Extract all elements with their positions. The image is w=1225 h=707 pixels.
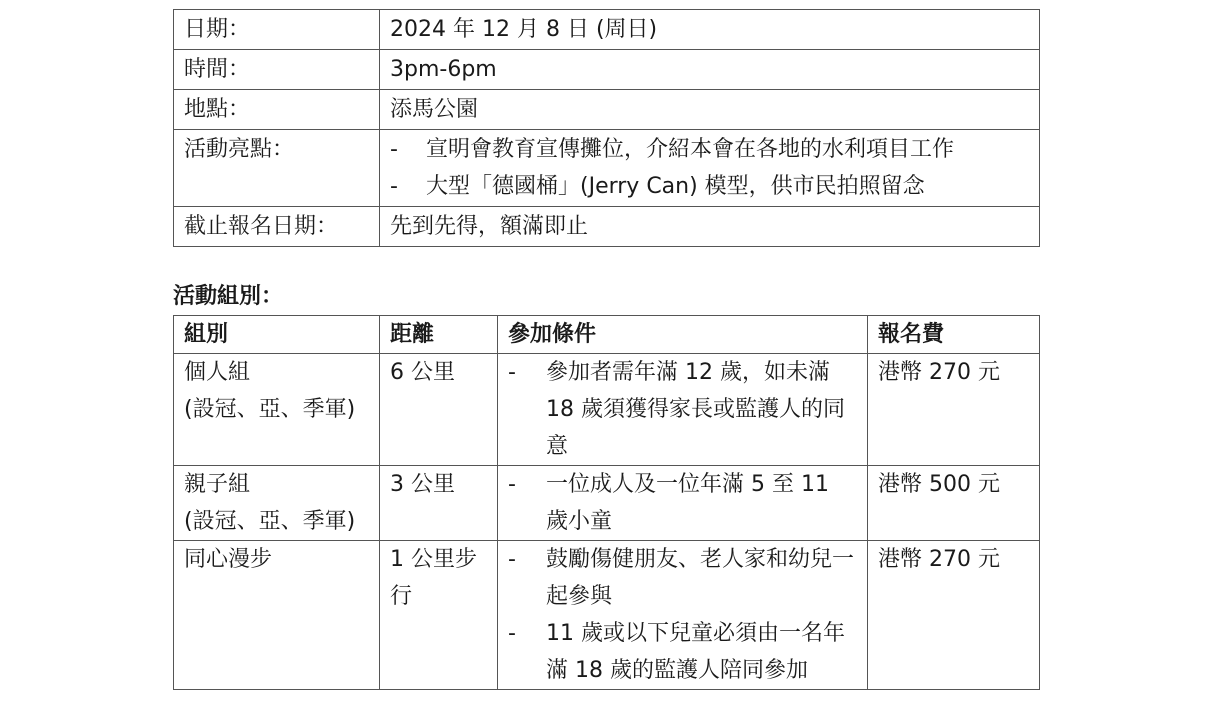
info-value-venue: 添馬公園 bbox=[380, 90, 1040, 130]
bullet-dash: - bbox=[508, 547, 516, 572]
highlight-text: 宣明會教育宣傳攤位，介紹本會在各地的水利項目工作 bbox=[426, 137, 955, 162]
groups-table bbox=[173, 315, 1040, 690]
bullet-dash: - bbox=[390, 137, 398, 162]
table-row bbox=[174, 50, 1040, 90]
group-fee: 港幣 270 元 bbox=[868, 541, 1040, 690]
bullet-dash: - bbox=[508, 621, 516, 646]
group-name: 親子組 bbox=[184, 472, 251, 497]
highlight-text: 大型「德國桶」(Jerry Can) 模型，供市民拍照留念 bbox=[426, 174, 925, 199]
condition-text: 參加者需年滿 12 歲，如未滿 18 歲須獲得家長或監護人的同意 bbox=[546, 360, 845, 459]
info-value-date: 2024 年 12 月 8 日 (周日) bbox=[380, 10, 1040, 50]
table-row bbox=[174, 207, 1040, 247]
groups-heading: 活動組別： bbox=[173, 284, 284, 309]
group-conditions bbox=[498, 466, 868, 541]
info-label-time: 時間： bbox=[174, 50, 380, 90]
info-value-highlights bbox=[380, 130, 1040, 207]
group-distance: 3 公里 bbox=[380, 466, 498, 541]
condition-text: 鼓勵傷健朋友、老人家和幼兒一起參與 bbox=[546, 547, 855, 609]
condition-text: 11 歲或以下兒童必須由一名年滿 18 歲的監護人陪同參加 bbox=[546, 621, 845, 683]
group-name-cell bbox=[174, 466, 380, 541]
table-row bbox=[174, 90, 1040, 130]
group-fee: 港幣 500 元 bbox=[868, 466, 1040, 541]
bullet-dash: - bbox=[508, 360, 516, 385]
group-distance: 1 公里步行 bbox=[380, 541, 498, 690]
group-sub: (設冠、亞、季軍) bbox=[184, 397, 356, 422]
header-group: 組別 bbox=[174, 316, 380, 354]
header-distance: 距離 bbox=[380, 316, 498, 354]
info-label-deadline: 截止報名日期： bbox=[174, 207, 380, 247]
group-name: 個人組 bbox=[184, 360, 251, 385]
list-item bbox=[508, 354, 857, 465]
event-info-table bbox=[173, 9, 1040, 247]
bullet-dash: - bbox=[508, 472, 516, 497]
info-label-date: 日期： bbox=[174, 10, 380, 50]
info-label-venue: 地點： bbox=[174, 90, 380, 130]
table-row bbox=[174, 10, 1040, 50]
group-distance: 6 公里 bbox=[380, 354, 498, 466]
group-fee: 港幣 270 元 bbox=[868, 354, 1040, 466]
info-value-time: 3pm-6pm bbox=[380, 50, 1040, 90]
list-item bbox=[508, 615, 857, 689]
list-item bbox=[390, 168, 1029, 205]
group-sub: (設冠、亞、季軍) bbox=[184, 509, 356, 534]
bullet-dash: - bbox=[390, 174, 398, 199]
group-name-cell bbox=[174, 541, 380, 690]
header-fee: 報名費 bbox=[868, 316, 1040, 354]
table-row bbox=[174, 130, 1040, 207]
condition-text: 一位成人及一位年滿 5 至 11 歲小童 bbox=[546, 472, 829, 534]
group-name: 同心漫步 bbox=[184, 547, 273, 572]
table-header-row bbox=[174, 316, 1040, 354]
list-item bbox=[508, 541, 857, 615]
table-row bbox=[174, 466, 1040, 541]
list-item bbox=[390, 131, 1029, 168]
info-label-highlights: 活動亮點： bbox=[174, 130, 380, 207]
group-conditions bbox=[498, 354, 868, 466]
table-row bbox=[174, 541, 1040, 690]
group-conditions bbox=[498, 541, 868, 690]
group-name-cell bbox=[174, 354, 380, 466]
table-row bbox=[174, 354, 1040, 466]
header-conditions: 參加條件 bbox=[498, 316, 868, 354]
list-item bbox=[508, 466, 857, 540]
info-value-deadline: 先到先得，額滿即止 bbox=[380, 207, 1040, 247]
